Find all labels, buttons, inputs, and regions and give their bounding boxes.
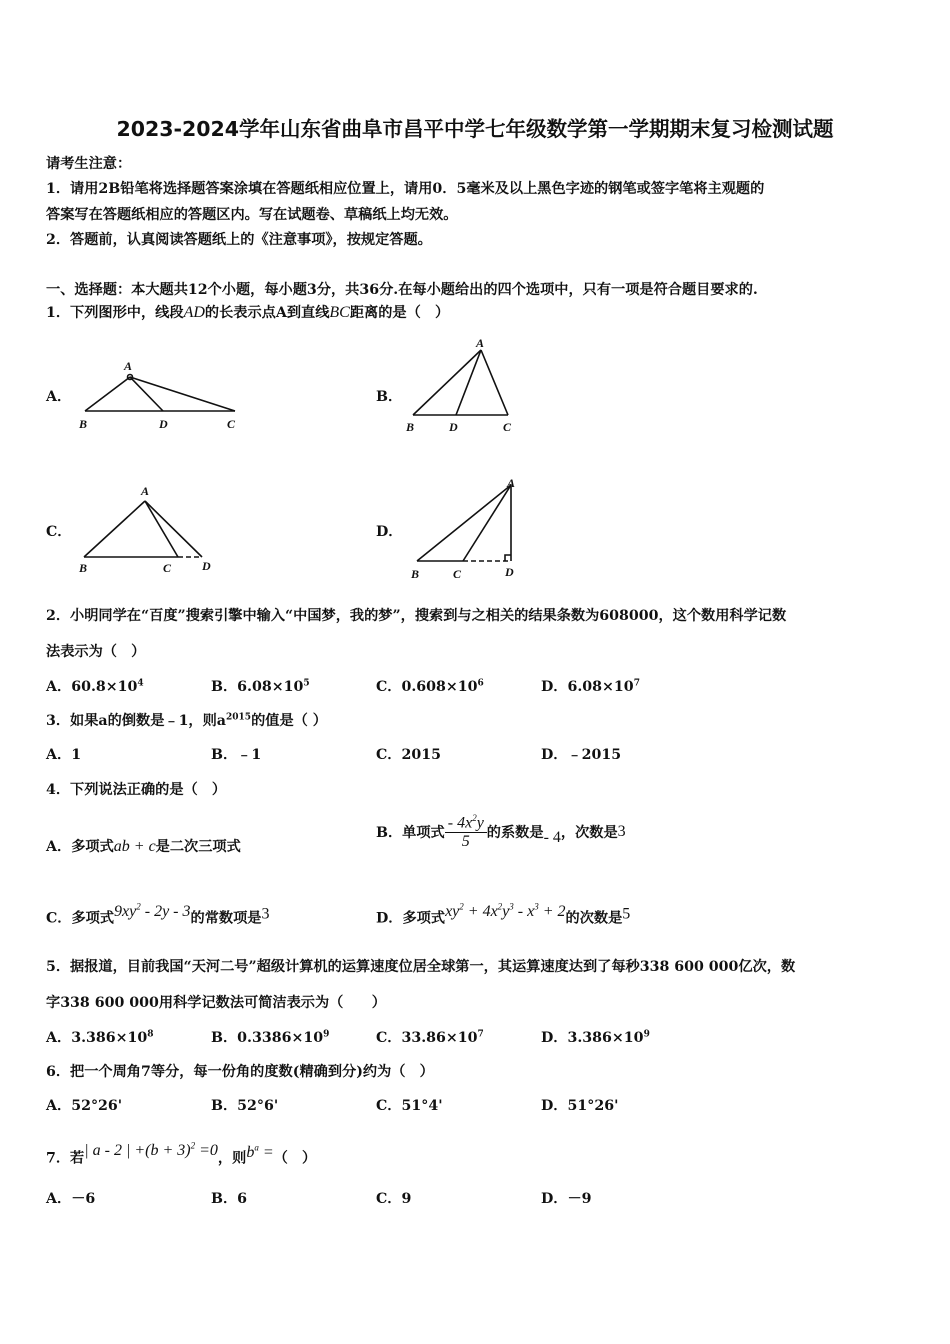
- q6-option-d: D．51°26': [541, 1098, 619, 1114]
- q5-option-d: D．$3.386\times 10^9$: [541, 1029, 650, 1046]
- q1-text-mid: 的长表示点A到直线: [204, 305, 330, 321]
- q4-option-b: B．单项式 $\frac{- 4x^2y}{5}$ 的系数是- 4，次数是3: [376, 813, 626, 851]
- q7-option-b: B．6: [211, 1191, 248, 1207]
- q1b-point-a: A: [476, 336, 485, 350]
- q4-b-fraction: $\frac{- 4x^2y}{5}$: [445, 813, 487, 851]
- q1-segment-ad: AD: [183, 304, 205, 321]
- q6-option-c: C．51°4': [376, 1098, 443, 1114]
- notice-line-2: 答案写在答题纸相应的答题区内。写在试题卷、草稿纸上均无效。: [46, 207, 458, 223]
- question-7-stem: 7．若| a - 2 | $+(b + 3)^2 =0$，则$b^a$ =（ ）: [46, 1141, 317, 1167]
- q1b-point-d: D: [449, 420, 458, 434]
- q1-figure-d: [403, 475, 533, 585]
- q3-option-c: C．2015: [376, 747, 441, 763]
- q1-figure-b: [400, 335, 525, 435]
- q1-figure-a: [75, 355, 245, 435]
- question-4-stem: 4．下列说法正确的是（ ）: [46, 782, 227, 798]
- question-2-line-1: 2．小明同学在“百度”搜索引擎中输入“中国梦，我的梦”，搜索到与之相关的结果条数为608000，这个数用科学记数: [46, 608, 787, 624]
- q1a-point-d: D: [159, 417, 168, 431]
- q1a-point-c: C: [227, 417, 236, 431]
- q1d-point-b: B: [411, 567, 420, 581]
- q1c-point-b: B: [79, 561, 88, 575]
- question-2-line-2: 法表示为（ ）: [46, 644, 146, 660]
- q1-line-bc: BC: [329, 304, 350, 321]
- q1d-point-d: D: [505, 565, 514, 579]
- q1-text-pre: 1．下列图形中，线段: [46, 305, 184, 321]
- q1-option-b-label: B．: [376, 389, 403, 405]
- q7-option-a: A．－6: [46, 1191, 96, 1207]
- question-5-line-1: 5．据报道，目前我国“天河二号”超级计算机的运算速度位居全球第一，其运算速度达到了每秒338 600 000亿次，数: [46, 959, 796, 975]
- q3-option-d: D．﹣2015: [541, 747, 622, 763]
- q3-option-b: B．﹣1: [211, 747, 262, 763]
- q3-option-a: A．1: [46, 747, 82, 763]
- question-6-stem: 6．把一个周角7等分，每一份角的度数(精确到分)约为（ ）: [46, 1064, 434, 1080]
- question-5-line-2: 字338 600 000用科学记数法可简洁表示为（ ）: [46, 995, 386, 1011]
- notice-line-3: 2．答题前，认真阅读答题纸上的《注意事项》，按规定答题。: [46, 232, 432, 248]
- q6-option-b: B．52°6': [211, 1098, 279, 1114]
- q7-option-d: D．－9: [541, 1191, 592, 1207]
- q1-option-d-label: D．: [376, 524, 403, 540]
- q2-option-c: C．$0.608\times 10^6$: [376, 678, 484, 695]
- q1b-point-b: B: [406, 420, 415, 434]
- q5-option-c: C．$33.86\times 10^7$: [376, 1029, 484, 1046]
- q5-option-a: A．$3.386\times 10^8$: [46, 1029, 154, 1046]
- page-title: 2023-2024学年山东省曲阜市昌平中学七年级数学第一学期期末复习检测试题: [116, 117, 834, 141]
- q1-text-post: 距离的是（ ）: [349, 305, 450, 321]
- question-3-stem: 3．如果a的倒数是﹣1，则$a^{2015}$的值是（ ）: [46, 712, 327, 729]
- q1a-point-a: A: [124, 359, 133, 373]
- q7-option-c: C．9: [376, 1191, 412, 1207]
- q1c-point-a: A: [141, 484, 150, 498]
- q1d-point-a: A: [507, 476, 516, 490]
- q1c-point-d: D: [202, 559, 211, 573]
- q2-option-b: B．$6.08\times 10^5$: [211, 678, 310, 695]
- q5-option-b: B．$0.3386\times 10^9$: [211, 1029, 330, 1046]
- q1-figure-c: [75, 480, 225, 580]
- q4-option-d: D．多项式$xy^2 + 4x^2y^3 - x^3 + 2$的次数是5: [376, 902, 631, 927]
- q1-option-c-label: C．: [46, 524, 72, 540]
- q2-option-d: D．$6.08\times 10^7$: [541, 678, 640, 695]
- notice-heading: 请考生注意：: [46, 156, 132, 172]
- q1a-point-b: B: [79, 417, 88, 431]
- q1c-point-c: C: [163, 561, 172, 575]
- q1b-point-c: C: [503, 420, 512, 434]
- q4-option-c: C．多项式$9xy^2 - 2y - 3$的常数项是3: [46, 902, 270, 927]
- q4-option-a: A．多项式ab + c是二次三项式: [46, 838, 241, 855]
- notice-line-1: 1．请用2B铅笔将选择题答案涂填在答题纸相应位置上，请用0．5毫米及以上黑色字迹的钢笔或签字笔将主观题的: [46, 181, 765, 197]
- q1-option-a-label: A．: [46, 389, 72, 405]
- section-heading: 一、选择题：本大题共12个小题，每小题3分，共36分.在每小题给出的四个选项中，只有一项是符合题目要求的.: [46, 282, 758, 298]
- question-1-stem: [46, 302, 449, 322]
- q1d-point-c: C: [453, 567, 462, 581]
- q2-option-a: A．$60.8\times 10^4$: [46, 678, 144, 695]
- q6-option-a: A．52°26': [46, 1098, 123, 1114]
